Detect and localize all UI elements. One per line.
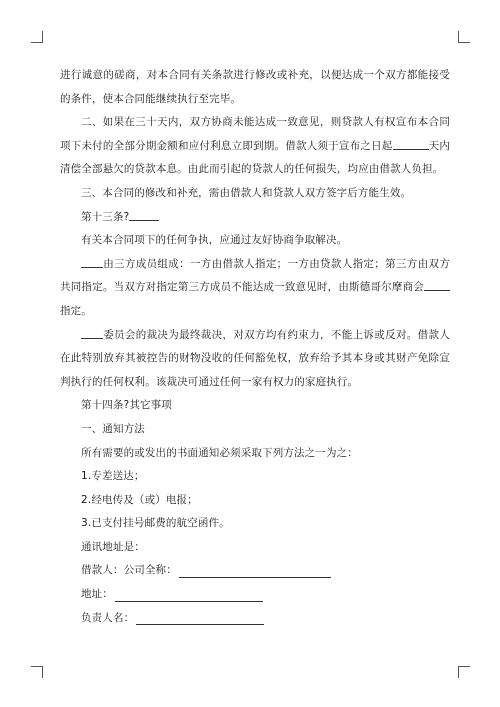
heading-text: 第十三条?: [81, 210, 130, 223]
article-13-blank[interactable]: [129, 208, 159, 221]
crop-mark-top-right: [458, 31, 470, 43]
borrower-company-field: [60, 559, 450, 583]
field-label: 借款人：公司全称：: [81, 564, 177, 577]
paragraph-dispute: 有关本合同项下的任何争执，应通过友好协商争取解决。: [81, 234, 348, 247]
document-page: [60, 64, 450, 630]
days-blank[interactable]: [393, 137, 429, 150]
paragraph-text: 指定。: [60, 304, 92, 317]
person-in-charge-line[interactable]: [136, 612, 264, 625]
article-14-heading: 第十四条?其它事项: [81, 399, 172, 412]
address-title: 通讯地址是：: [81, 540, 145, 553]
person-in-charge-field: [60, 607, 450, 631]
committee-blank[interactable]: [81, 255, 103, 268]
address-line[interactable]: [115, 589, 263, 602]
method-telex: 2.经电传及（或）电报；: [81, 493, 198, 506]
method-courier: 1.专差送达；: [81, 470, 145, 483]
paragraph-amendment: 三、本合同的修改和补充，需由借款人和贷款人双方签字后方能生效。: [81, 186, 412, 199]
notice-heading: 一、通知方法: [81, 422, 145, 435]
crop-mark-top-left: [31, 31, 43, 43]
field-label: 负责人名：: [81, 611, 135, 624]
paragraph-text: 天内清偿全部悬欠的贷款本息。由此而引起的贷款人的任何损失，均应由借款人负担。: [60, 139, 450, 176]
paragraph-text: 委员会的裁决为最终裁决，对双方均有约束力，不能上诉或反对。借款人在此特别放弃其被控告的财物没收的任何豁免权，放弃给予其本身或其财产免除宣判执行的任何权利。该裁决可通过任何一家有权力的家庭执行。: [60, 328, 450, 388]
appointment-blank[interactable]: [424, 278, 450, 291]
paragraph-notice-methods: 所有需要的或发出的书面通知必须采取下列方法之一为之：: [81, 446, 358, 459]
method-airmail: 3.已支付挂号邮费的航空函件。: [81, 517, 230, 530]
paragraph-text: 二、如果在三十天内，双方协商未能达成一致意见，则贷款人有权宣布本合同项下未付的全部分期金额和应付利息立即到期。借款人须于宣布之日起: [60, 116, 450, 152]
paragraph-negotiation: 进行诚意的磋商，对本合同有关条款进行修改或补充，以便达成一个双方都能接受的条件，使本合同能继续执行至完毕。: [60, 69, 450, 105]
crop-mark-bottom-left: [31, 666, 43, 678]
article-13-heading: [60, 206, 450, 230]
field-label: 地址：: [81, 588, 113, 601]
paragraph-arbitrators: [60, 253, 450, 324]
paragraph-acceleration: [60, 111, 450, 182]
borrower-company-line[interactable]: [179, 565, 331, 578]
committee-name-blank[interactable]: [81, 326, 103, 339]
address-field: [60, 583, 450, 607]
paragraph-ruling: [60, 324, 450, 395]
paragraph-text: 由三方成员组成：一方由借款人指定；一方由贷款人指定；第三方由双方共同指定。当双方对指定第三方成员不能达成一致意见时，由斯德哥尔摩商会: [60, 257, 450, 294]
crop-mark-bottom-right: [458, 666, 470, 678]
